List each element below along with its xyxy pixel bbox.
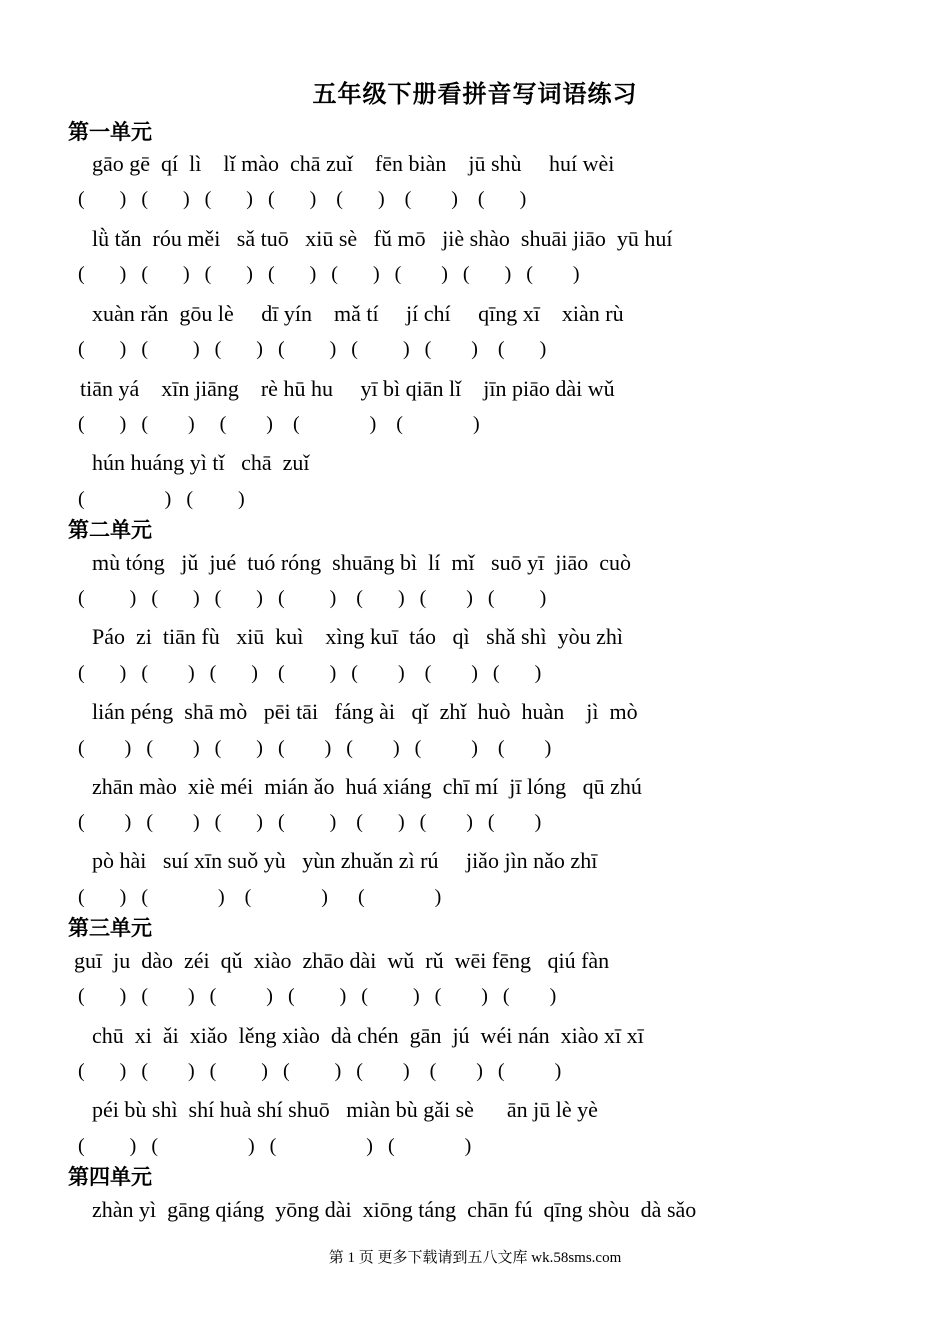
answer-blanks-row: ( ) ( ) ( ) ( ) [78,1135,472,1157]
answer-blanks-row: ( ) ( ) ( ) ( ) ( ) ( ) ( ) [78,338,547,360]
answer-blanks-row: ( ) ( ) ( ) ( ) ( ) ( ) ( ) [78,188,527,210]
unit-heading-1: 第一单元 [68,120,152,144]
answer-blanks-row: ( ) ( ) ( ) ( ) ( ) ( ) ( ) [78,737,552,759]
unit-heading-3: 第三单元 [68,916,152,940]
pinyin-row: xuàn rǎn gōu lè dī yín mǎ tí jí chí qīng xī xiàn rù [92,301,624,326]
answer-blanks-row: ( ) ( ) ( ) ( ) ( ) ( ) ( ) [78,811,542,833]
pinyin-row: guī ju dào zéi qǔ xiào zhāo dài wǔ rǔ wēi fēng qiú fàn [74,948,610,973]
pinyin-row: lǜ tǎn róu měi sǎ tuō xiū sè fǔ mō jiè shào shuāi jiāo yū huí [92,226,673,251]
pinyin-row: hún huáng yì tǐ chā zuǐ [92,450,310,475]
pinyin-row: chū xi ǎi xiǎo lěng xiào dà chén gān jú wéi nán xiào xī xī [92,1023,644,1048]
unit-heading-4: 第四单元 [68,1165,152,1189]
page-footer: 第 1 页 更多下载请到五八文库 wk.58sms.com [328,1250,622,1266]
answer-blanks-row: ( ) ( ) ( ) ( ) ( ) ( ) ( ) [78,662,542,684]
answer-blanks-row: ( ) ( ) ( ) ( ) ( ) ( ) ( ) [78,587,547,609]
answer-blanks-row: ( ) ( ) ( ) ( ) [78,886,442,908]
pinyin-row: mù tóng jǔ jué tuó róng shuāng bì lí mǐ suō yī jiāo cuò [92,550,631,575]
answer-blanks-row: ( ) ( ) ( ) ( ) ( ) ( ) ( ) [78,1060,562,1082]
answer-blanks-row: ( ) ( ) ( ) ( ) ( ) ( ) ( ) [78,985,557,1007]
pinyin-row: Páo zi tiān fù xiū kuì xìng kuī táo qì shǎ shì yòu zhì [92,624,624,649]
pinyin-row: pò hài suí xīn suǒ yù yùn zhuǎn zì rú jiǎo jìn nǎo zhī [92,848,598,873]
answer-blanks-row: ( ) ( ) [78,488,245,510]
answer-blanks-row: ( ) ( ) ( ) ( ) ( ) [78,413,480,435]
pinyin-row: péi bù shì shí huà shí shuō miàn bù gǎi sè ān jū lè yè [92,1097,598,1122]
pinyin-row: gāo gē qí lì lǐ mào chā zuǐ fēn biàn jū shù huí wèi [92,151,615,176]
pinyin-row: zhān mào xiè méi mián ǎo huá xiáng chī mí jī lóng qū zhú [92,774,642,799]
pinyin-row: lián péng shā mò pēi tāi fáng ài qǐ zhǐ huò huàn jì mò [92,699,638,724]
pinyin-row: tiān yá xīn jiāng rè hū hu yī bì qiān lǐ jīn piāo dài wǔ [80,376,615,401]
unit-heading-2: 第二单元 [68,518,152,542]
page-title: 五年级下册看拼音写词语练习 [312,82,638,108]
answer-blanks-row: ( ) ( ) ( ) ( ) ( ) ( ) ( ) ( ) [78,263,580,285]
pinyin-row: zhàn yì gāng qiáng yōng dài xiōng táng chān fú qīng shòu dà sǎo [92,1197,697,1222]
